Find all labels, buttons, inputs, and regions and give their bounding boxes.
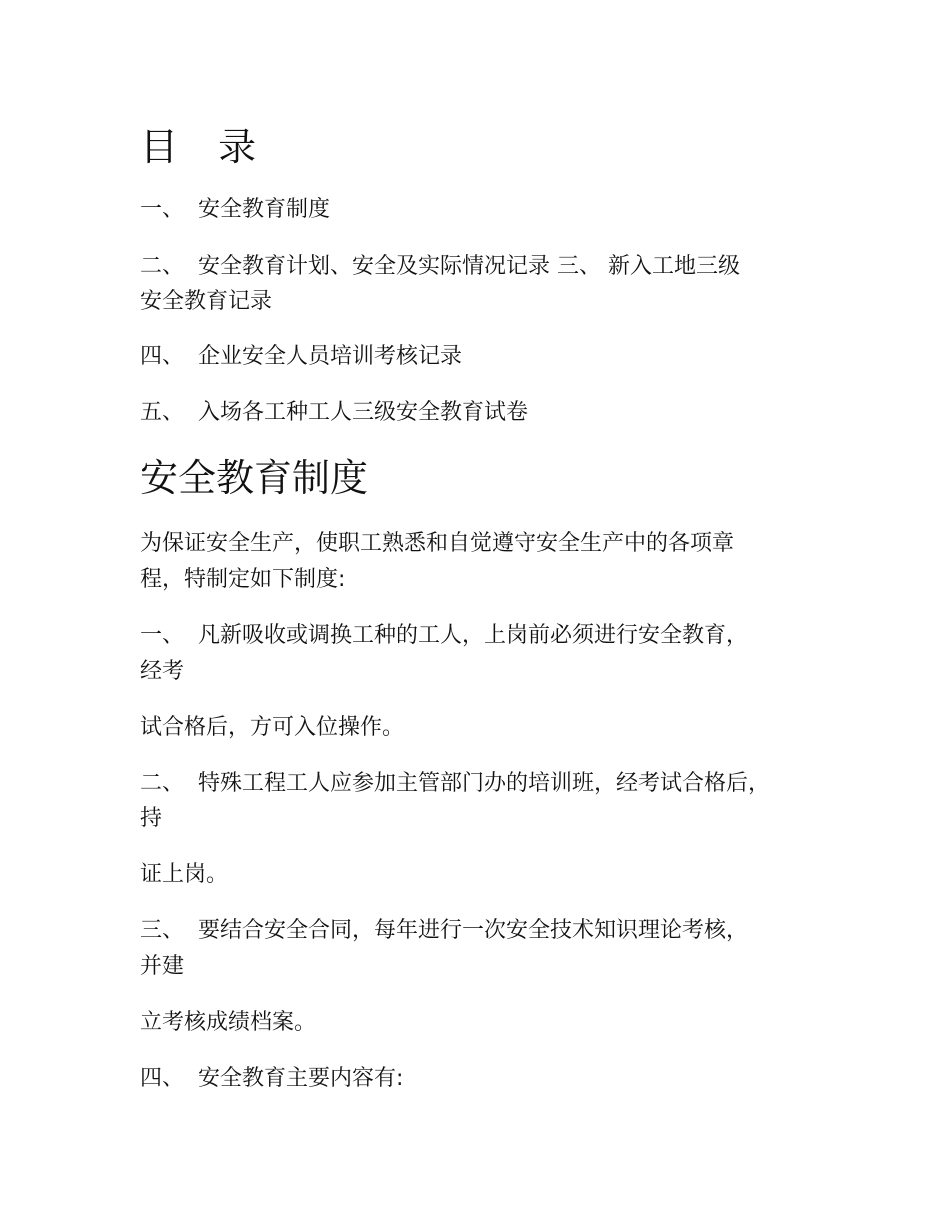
section-title: 安全教育制度 xyxy=(140,456,369,500)
paragraph-line xyxy=(140,655,184,689)
paragraph-line xyxy=(140,563,345,597)
toc-item-text: 入场各工种工人三级安全教育试卷 xyxy=(198,400,529,425)
document-page xyxy=(140,0,840,1230)
paragraph-number: 三、 xyxy=(140,918,185,943)
toc-item-continuation xyxy=(140,285,272,319)
paragraph-text: 立考核成绩档案。 xyxy=(140,1010,317,1035)
paragraph-line xyxy=(140,802,162,836)
paragraph-line xyxy=(140,950,184,984)
toc-item-number: 五、 xyxy=(140,400,185,425)
toc-item xyxy=(140,340,462,374)
toc-item-number: 二、 xyxy=(140,254,185,279)
toc-title: 目 录 xyxy=(140,125,271,169)
toc-item-text: 企业安全人员培训考核记录 xyxy=(198,344,463,369)
paragraph-text: 证上岗。 xyxy=(140,862,229,887)
paragraph-text: 经考 xyxy=(140,659,185,684)
paragraph-line xyxy=(140,1062,403,1096)
toc-item-text: 安全教育制度 xyxy=(198,197,331,222)
toc-item-text: 安全教育记录 xyxy=(140,289,273,314)
paragraph-number: 四、 xyxy=(140,1066,185,1091)
paragraph-number: 二、 xyxy=(140,771,185,796)
paragraph-text: 为保证安全生产，使职工熟悉和自觉遵守安全生产中的各项章 xyxy=(140,531,735,556)
paragraph-number: 一、 xyxy=(140,623,185,648)
toc-item xyxy=(140,396,528,430)
toc-item-number: 四、 xyxy=(140,344,185,369)
toc-item xyxy=(140,250,740,284)
paragraph-line xyxy=(140,711,404,745)
paragraph-text: 试合格后，方可入位操作。 xyxy=(140,715,405,740)
paragraph-line xyxy=(140,1006,316,1040)
paragraph-text: 并建 xyxy=(140,954,185,979)
toc-item-number: 一、 xyxy=(140,197,185,222)
paragraph-line xyxy=(140,527,734,561)
paragraph-line xyxy=(140,914,748,948)
paragraph-line xyxy=(140,858,228,892)
paragraph-text: 安全教育主要内容有: xyxy=(198,1066,404,1091)
toc-item xyxy=(140,193,330,227)
paragraph-text: 凡新吸收或调换工种的工人，上岗前必须进行安全教育， xyxy=(198,623,749,648)
paragraph-text: 持 xyxy=(140,806,163,831)
paragraph-line xyxy=(140,619,748,653)
paragraph-text: 要结合安全合同，每年进行一次安全技术知识理论考核， xyxy=(198,918,749,943)
paragraph-text: 特殊工程工人应参加主管部门办的培训班，经考试合格后， xyxy=(198,771,771,796)
paragraph-line xyxy=(140,767,770,801)
toc-item-text: 安全教育计划、安全及实际情况记录 三、 新入工地三级 xyxy=(198,254,740,279)
paragraph-text: 程，特制定如下制度: xyxy=(140,567,346,592)
